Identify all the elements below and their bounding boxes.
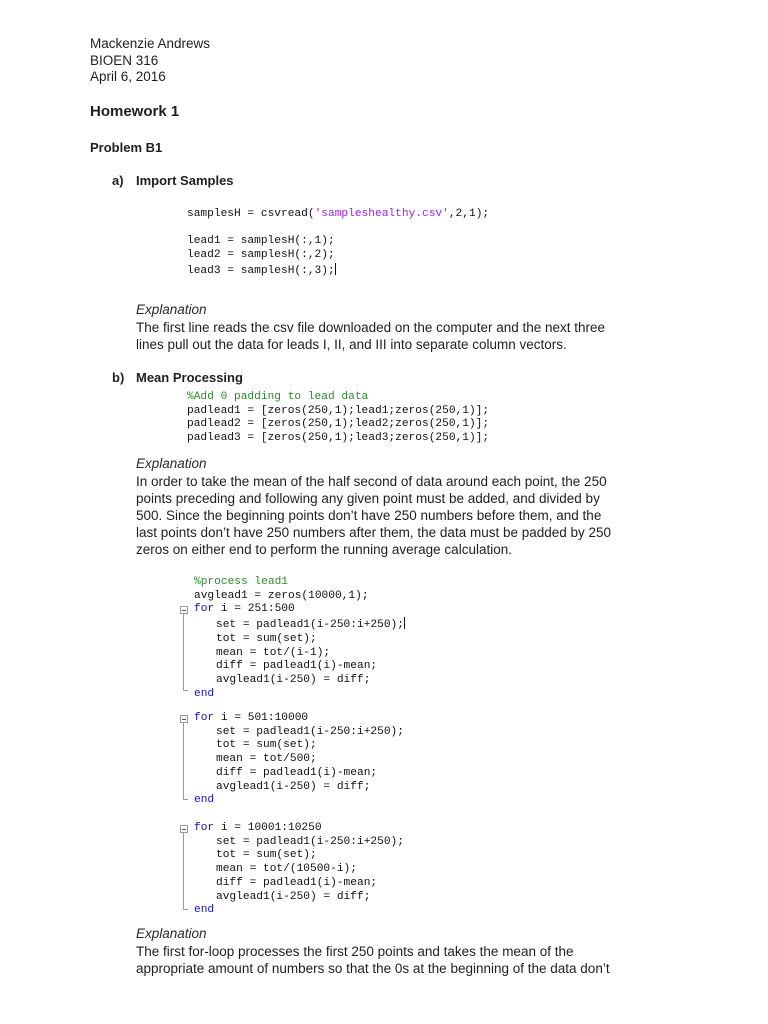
- text-cursor: [335, 263, 336, 275]
- explanation-label: Explanation: [136, 926, 207, 941]
- code-line: end: [194, 794, 215, 807]
- loop-code-block-1: [194, 576, 405, 701]
- fold-guide: [183, 614, 188, 691]
- code-line: for i = 501:10000: [194, 712, 309, 724]
- explanation-label: Explanation: [136, 456, 207, 471]
- fold-guide: [183, 723, 188, 800]
- section-a-label: a): [112, 173, 124, 188]
- explanation-paragraph: In order to take the mean of the half second of data around each point, the 250 points preceding and following any given point must be added, and divided by 500. Since the beginning points don’t have 250 numbers before them, and the last points don’t have 250 numbers after them, the data must be padded by 250 zeros on either end to perform the running average calculation.: [136, 474, 612, 557]
- fold-toggle-icon: [180, 606, 188, 614]
- text-cursor: [404, 617, 405, 629]
- import-code-block: [187, 208, 489, 279]
- code-line: diff = padlead1(i)-mean;: [216, 876, 378, 889]
- section-b-title: Mean Processing: [136, 370, 243, 385]
- code-comment: %process lead1: [194, 576, 288, 588]
- document-date: April 6, 2016: [90, 69, 166, 84]
- code-line: lead1 = samplesH(:,1);: [187, 235, 335, 248]
- loop-code-block-3: [194, 822, 404, 918]
- code-line: mean = tot/500;: [216, 753, 317, 766]
- code-line: lead3 = samplesH(:,3);: [187, 264, 335, 277]
- explanation-paragraph: The first line reads the csv file downloaded on the computer and the next three lines pull out the data for leads I, II, and III into separate column vectors.: [136, 320, 606, 352]
- explanation-paragraph: The first for-loop processes the first 250 points and takes the mean of the appropriate amount of numbers so that the 0s at the beginning of the data don’t: [136, 944, 610, 976]
- code-line: mean = tot/(i-1);: [216, 646, 331, 659]
- code-line: padlead3 = [zeros(250,1);lead3;zeros(250,1)];: [187, 432, 490, 445]
- code-line: avglead1 = zeros(10000,1);: [194, 589, 369, 602]
- code-line: set = padlead1(i-250:i+250);: [216, 619, 404, 632]
- code-line: tot = sum(set);: [216, 849, 317, 862]
- code-line: diff = padlead1(i)-mean;: [216, 766, 378, 779]
- code-line: end: [194, 687, 215, 700]
- course-code: BIOEN 316: [90, 53, 159, 68]
- document-title: Homework 1: [90, 103, 180, 120]
- code-line: lead2 = samplesH(:,2);: [187, 249, 335, 262]
- code-line: mean = tot/(10500-i);: [216, 863, 357, 876]
- code-comment: %Add 0 padding to lead data: [187, 391, 369, 403]
- code-line: tot = sum(set);: [216, 632, 317, 645]
- code-line: samplesH = csvread('sampleshealthy.csv',2,1);: [187, 208, 490, 220]
- code-line: tot = sum(set);: [216, 739, 317, 752]
- code-line: padlead1 = [zeros(250,1);lead1;zeros(250,1)];: [187, 404, 490, 417]
- fold-guide: [183, 833, 188, 910]
- loop-code-block-2: [194, 712, 404, 808]
- code-line: set = padlead1(i-250:i+250);: [216, 835, 404, 848]
- code-line: diff = padlead1(i)-mean;: [216, 660, 378, 673]
- code-line: end: [194, 904, 215, 917]
- section-b-label: b): [112, 370, 125, 385]
- author-name: Mackenzie Andrews: [90, 36, 211, 51]
- code-line: for i = 10001:10250: [194, 822, 322, 834]
- code-line: [187, 222, 489, 236]
- explanation-label: Explanation: [136, 302, 207, 317]
- fold-toggle-icon: [180, 715, 188, 723]
- code-line: avglead1(i-250) = diff;: [216, 890, 371, 903]
- code-line: avglead1(i-250) = diff;: [216, 780, 371, 793]
- code-line: avglead1(i-250) = diff;: [216, 673, 371, 686]
- section-a-title: Import Samples: [136, 173, 234, 188]
- code-line: set = padlead1(i-250:i+250);: [216, 725, 404, 738]
- padding-code-block: [187, 391, 489, 446]
- code-line: for i = 251:500: [194, 603, 295, 616]
- code-line: padlead2 = [zeros(250,1);lead2;zeros(250,1)];: [187, 418, 490, 431]
- fold-toggle-icon: [180, 825, 188, 833]
- problem-heading: Problem B1: [90, 140, 163, 155]
